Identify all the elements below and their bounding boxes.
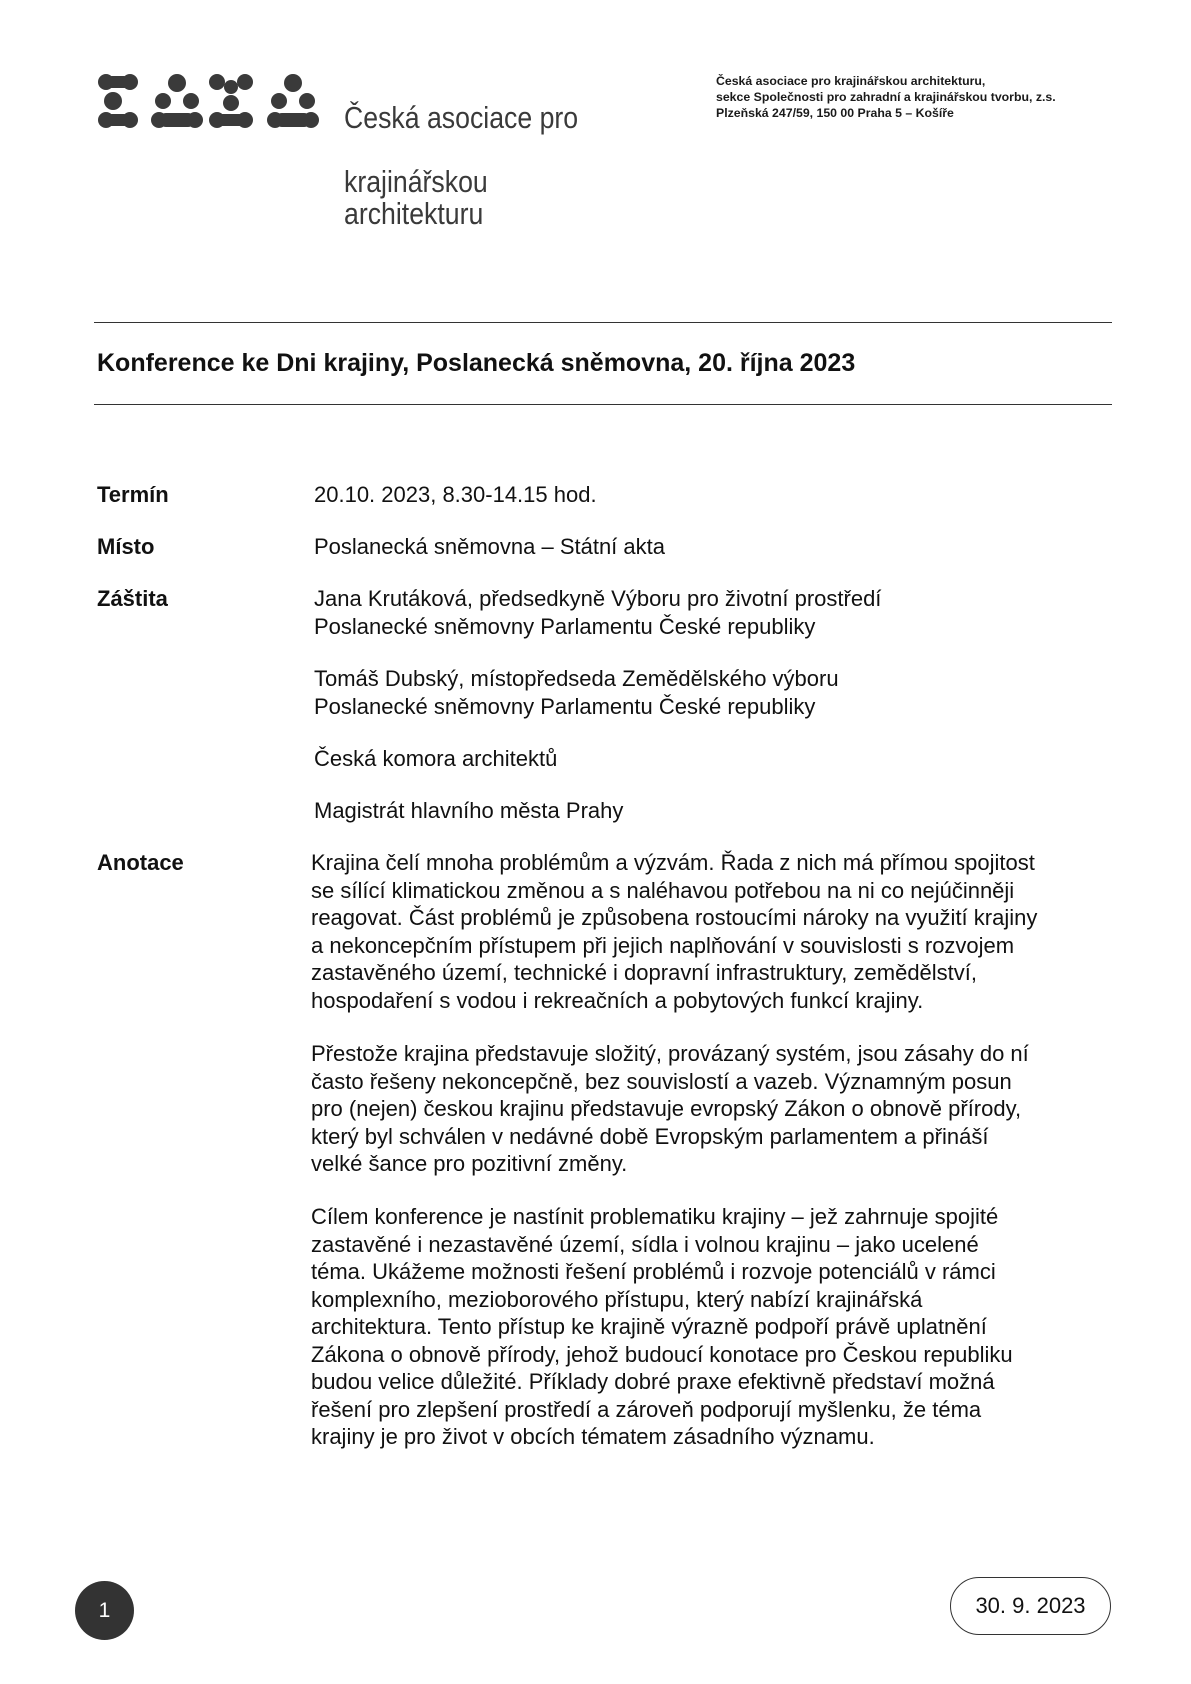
caka-logo	[97, 73, 329, 129]
zastita-label: Záštita	[97, 586, 168, 611]
paragraph-line: Přestože krajina představuje složitý, provázaný systém, jsou zásahy do ní	[311, 1041, 1029, 1066]
termin-text: 20.10. 2023, 8.30-14.15 hod.	[314, 482, 597, 507]
anotace-paragraph	[311, 849, 1121, 1014]
document-date: 30. 9. 2023	[975, 1593, 1086, 1618]
divider-bottom	[94, 404, 1112, 405]
paragraph-line: architektura. Tento přístup ke krajině výrazně podpoří právě uplatnění	[311, 1314, 987, 1339]
anotace-paragraph	[311, 1203, 1121, 1451]
zastita-line: Jana Krutáková, předsedkyně Výboru pro životní prostředí	[314, 586, 882, 611]
document-title: Konference ke Dni krajiny, Poslanecká sněmovna, 20. října 2023	[97, 349, 856, 377]
paragraph-line: zastavěné i nezastavěné území, sídla i volnou krajinu – jako ucelené	[311, 1231, 979, 1257]
zastita-item	[314, 797, 1114, 825]
zastita-line: Poslanecké sněmovny Parlamentu České republiky	[314, 694, 816, 719]
divider-top	[94, 322, 1112, 323]
termin-value	[314, 481, 1114, 509]
zastita-line: Magistrát hlavního města Prahy	[314, 798, 624, 823]
paragraph-line: zastavěného území, technické i dopravní infrastruktury, zemědělství,	[311, 960, 978, 985]
zastita-line: Česká komora architektů	[314, 746, 558, 771]
page-number-badge	[75, 1581, 134, 1640]
paragraph-line: komplexního, mezioborového přístupu, který nabízí krajinářská	[311, 1286, 923, 1312]
zastita-line: Poslanecké sněmovny Parlamentu České republiky	[314, 614, 816, 639]
paragraph-line: často řešeny nekoncepčně, bez souvislostí a vazeb. Významným posun	[311, 1068, 1012, 1094]
logo-wordmark-line: Česká asociace pro	[344, 100, 579, 135]
paragraph-line: se sílící klimatickou změnou a s naléhavou potřebou na ni co nejúčinněji	[311, 877, 1015, 903]
paragraph-line: téma. Ukážeme možnosti řešení problémů i rozvoje potenciálů v rámci	[311, 1259, 996, 1284]
zastita-line: Tomáš Dubský, místopředseda Zemědělského výboru	[314, 666, 839, 691]
misto-text: Poslanecká sněmovna – Státní akta	[314, 534, 665, 559]
organization-address	[716, 73, 1136, 121]
address-line: Česká asociace pro krajinářskou architekturu,	[716, 74, 986, 88]
anotace-label: Anotace	[97, 850, 184, 875]
logo-wordmark	[344, 70, 628, 262]
paragraph-line: který byl schválen v nedávné době Evropským parlamentem a přináší	[311, 1123, 989, 1149]
paragraph-line: pro (nejen) českou krajinu představuje evropský Zákon o obnově přírody,	[311, 1096, 1022, 1121]
paragraph-line: krajiny je pro život v obcích tématem zásadního významu.	[311, 1424, 875, 1449]
anotace-paragraph	[311, 1040, 1121, 1178]
zastita-item	[314, 585, 1114, 641]
paragraph-line: řešení pro zlepšení prostředí a zároveň podporují myšlenku, že téma	[311, 1396, 982, 1422]
address-line: sekce Společnosti pro zahradní a krajinářskou tvorbu, z.s.	[716, 90, 1056, 104]
date-badge	[950, 1577, 1111, 1635]
logo-wordmark-line: krajinářskou architekturu	[344, 164, 488, 231]
misto-value	[314, 533, 1114, 561]
misto-label: Místo	[97, 534, 155, 559]
paragraph-line: budou velice důležité. Příklady dobré praxe efektivně představí možná	[311, 1369, 995, 1394]
page-number: 1	[98, 1598, 111, 1622]
zastita-item	[314, 745, 1114, 773]
paragraph-line: hospodaření s vodou i rekreačních a pobytových funkcí krajiny.	[311, 987, 924, 1013]
paragraph-line: a nekoncepčním přístupem při jejich naplňování v souvislosti s rozvojem	[311, 932, 1015, 958]
paragraph-line: Krajina čelí mnoha problémům a výzvám. Řada z nich má přímou spojitost	[311, 850, 1035, 875]
termin-label: Termín	[97, 482, 169, 507]
zastita-item	[314, 665, 1114, 721]
paragraph-line: velké šance pro pozitivní změny.	[311, 1151, 628, 1176]
paragraph-line: Zákona o obnově přírody, jehož budoucí konotace pro Českou republiku	[311, 1341, 1013, 1367]
paragraph-line: Cílem konference je nastínit problematiku krajiny – jež zahrnuje spojité	[311, 1204, 999, 1229]
address-line: Plzeňská 247/59, 150 00 Praha 5 – Košíře	[716, 106, 954, 120]
paragraph-line: reagovat. Část problémů je způsobena rostoucími nároky na využití krajiny	[311, 905, 1038, 930]
